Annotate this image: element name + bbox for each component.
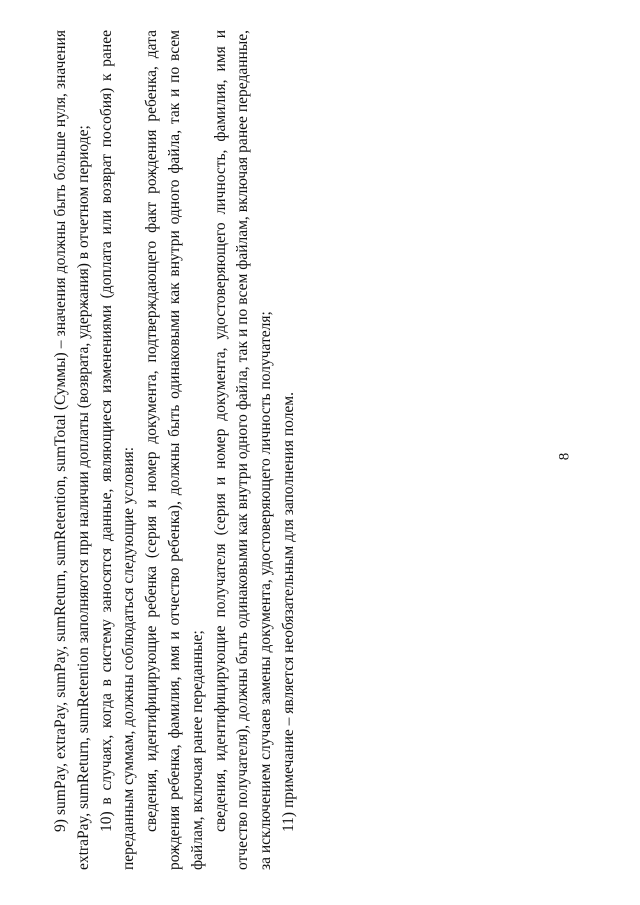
paragraph-recipient-identification: сведения, идентифицирующие получателя (серия и номер документа, удостоверяющего личность, фамилия, имя и отчество получателя), должны быть одинаковыми как внутри одного файла, так и по всем файлам, включая ранее переданные, за исключением случаев замены документа, удостоверяющего личность получателя; bbox=[211, 30, 275, 870]
page-number: 8 bbox=[556, 452, 573, 461]
paragraph-item-10: 10) в случаях, когда в систему заносятся данные, являющиеся изменениями (доплата или возврат пособия) к ранее переданным суммам, должны соблюдаться следующие условия: bbox=[97, 30, 138, 870]
paragraph-item-9: 9) sumPay, extraPay, sumPay, sumReturn, sumRetention, sumTotal (Суммы) – значения должны быть больше нуля, значения extraPay, sumReturn, sumRetention заполняются при наличии доплаты (возврата, удержания) в отчетном периоде; bbox=[52, 30, 92, 870]
rotated-text-block bbox=[50, 30, 301, 870]
paragraph-child-identification: сведения, идентифицирующие ребенка (серия и номер документа, подтверждающего факт рождения ребенка, дата рождения ребенка, фамилия, имя и отчество ребенка), должны быть одинаковыми как внутри одного файла, так и по всем файлам, включая ранее переданные; bbox=[143, 30, 206, 870]
paragraph-item-11: 11) примечание – является необязательным для заполнения полем. bbox=[279, 392, 297, 832]
